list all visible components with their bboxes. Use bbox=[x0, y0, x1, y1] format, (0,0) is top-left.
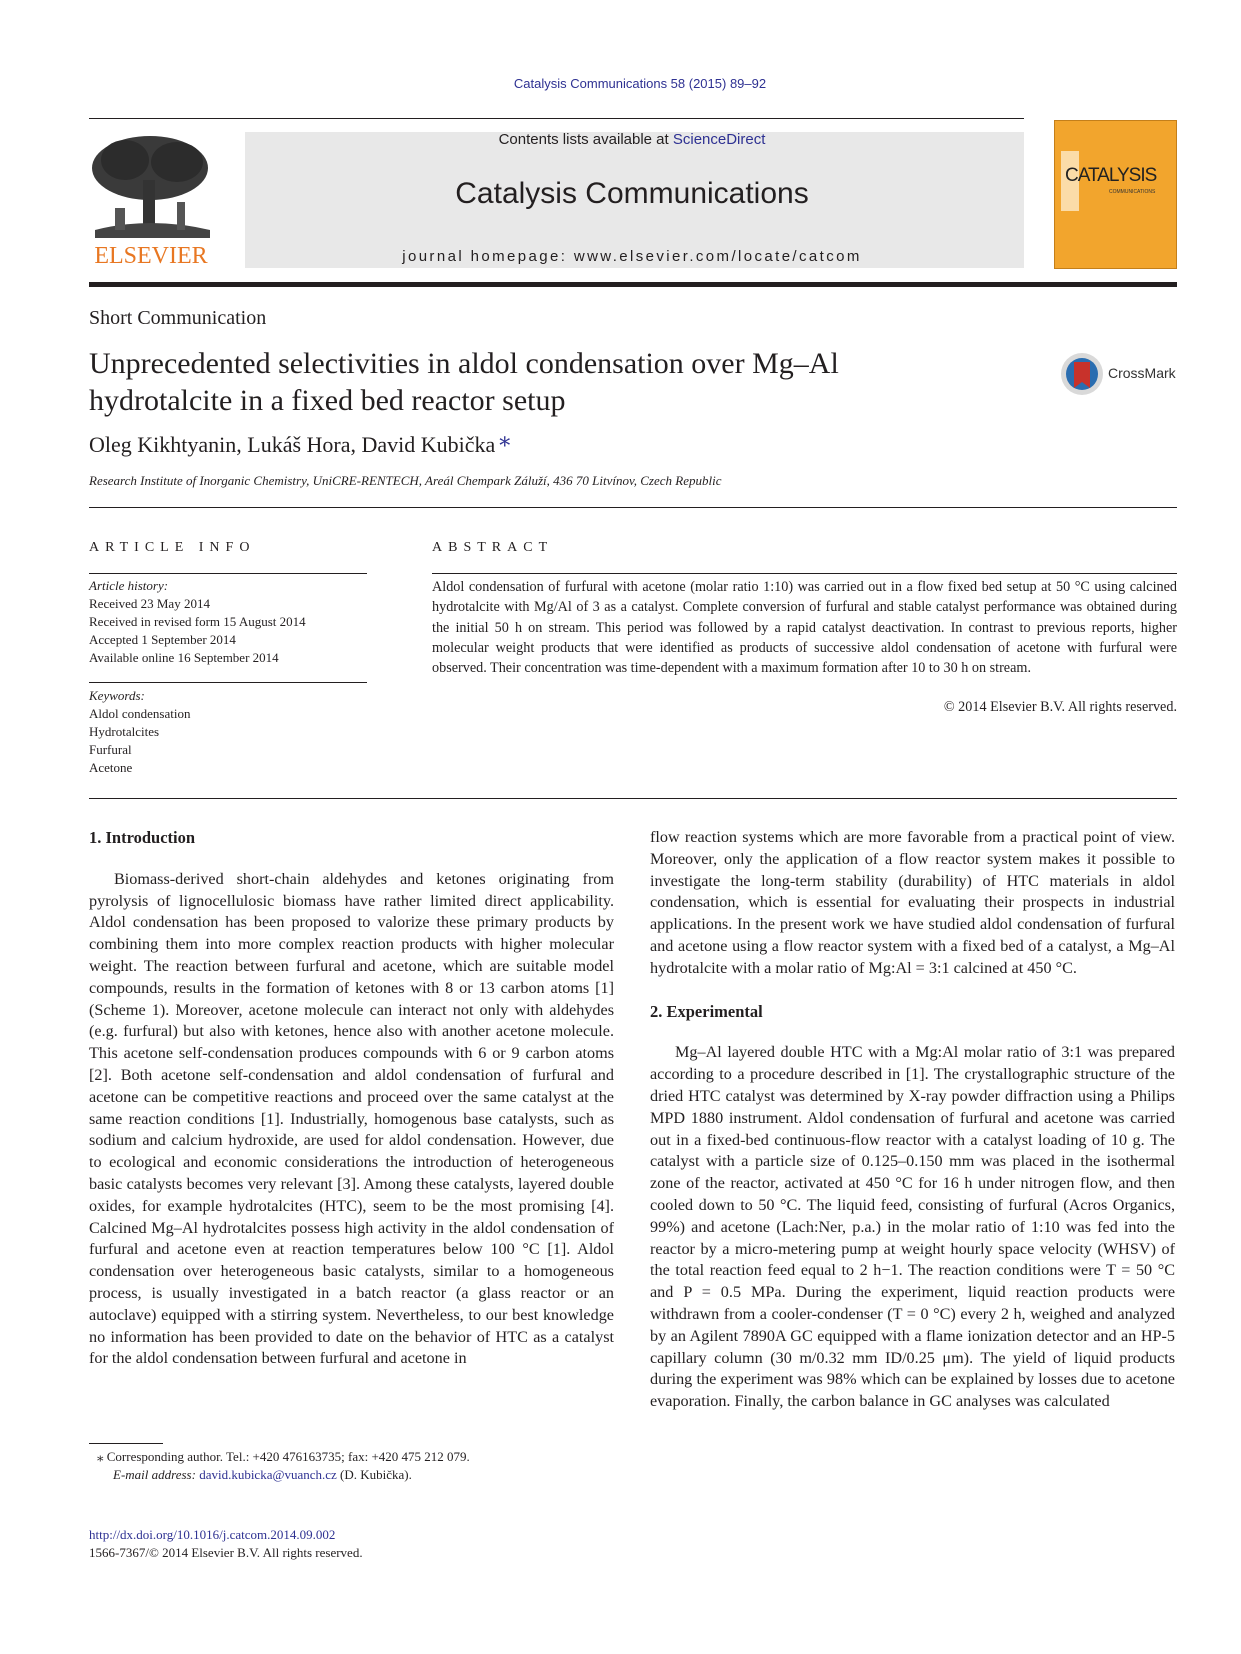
sciencedirect-link[interactable]: ScienceDirect bbox=[672, 131, 766, 148]
journal-citation-link[interactable]: Catalysis Communications 58 (2015) 89–92 bbox=[513, 76, 767, 91]
keywords bbox=[89, 687, 369, 777]
crossmark-icon bbox=[1060, 352, 1106, 398]
email-suffix: (D. Kubička). bbox=[340, 1467, 412, 1482]
history-label: Article history: bbox=[89, 578, 169, 593]
abstract-bottom-rule bbox=[89, 798, 1177, 799]
contents-prefix: Contents lists available at bbox=[498, 131, 673, 148]
keyword-item: Furfural bbox=[89, 742, 132, 757]
abstract-rule bbox=[432, 573, 1177, 574]
introduction-continuation: flow reaction systems which are more favorable from a practical point of view. Moreover, only the application of a flow reactor system makes it possible to investigate the long-term stability (durability) of HTC materials in aldol condensation, which is essential for evaluating their prospects in industrial applications. In the present work we have studied aldol condensation of furfural and acetone using a flow reactor system with a fixed bed of a catalyst, a Mg–Al hydrotalcite with a molar ratio of Mg:Al = 3:1 calcined at 450 °C. bbox=[650, 828, 1175, 977]
keyword-item: Hydrotalcites bbox=[89, 724, 160, 739]
keywords-label: Keywords: bbox=[89, 688, 145, 703]
article-title: Unprecedented selectivities in aldol condensation over Mg–Al hydrotalcite in a fixed bed reactor setup bbox=[89, 347, 839, 417]
doi-block bbox=[89, 1526, 363, 1562]
footnote-rule bbox=[89, 1443, 163, 1444]
masthead-rule-bottom bbox=[89, 282, 1177, 287]
author-list bbox=[89, 426, 511, 458]
article-history bbox=[89, 577, 369, 667]
elsevier-wordmark: ELSEVIER bbox=[94, 243, 208, 269]
corresponding-author-mark[interactable]: ⁎ bbox=[499, 426, 511, 451]
email-label: E-mail address: bbox=[113, 1467, 196, 1482]
history-item: Available online 16 September 2014 bbox=[89, 650, 279, 665]
corresponding-author-footnote bbox=[89, 1448, 614, 1484]
article-type: Short Communication bbox=[89, 307, 267, 329]
issn-line: 1566-7367/© 2014 Elsevier B.V. All rights reserved. bbox=[89, 1545, 363, 1560]
history-item: Received 23 May 2014 bbox=[89, 596, 210, 611]
info-rule bbox=[89, 573, 367, 574]
crossmark-label: CrossMark bbox=[1108, 365, 1176, 381]
abstract-copyright: © 2014 Elsevier B.V. All rights reserved. bbox=[943, 699, 1177, 715]
masthead-rule-top bbox=[89, 118, 1024, 119]
introduction-paragraph: Biomass-derived short-chain aldehydes and ketones originating from pyrolysis of lignocellulosic biomass have rather limited direct applicability. Aldol condensation has been proposed to valorize these primary products by combining them into more complex reaction products with higher molecular weight. The reaction between furfural and acetone, which are suitable model compounds, results in the formation of ketones with 8 or 13 carbon atoms [1] (Scheme 1). Moreover, acetone molecule can interact not only with aldehydes (e.g. furfural) but also with ketones, hence also with another acetone molecule. This acetone self-condensation produces compounds with 6 or 9 carbon atoms [2]. Both acetone self-condensation and aldol condensation of furfural and acetone can be competitive reactions and proceed over the same catalyst at the same reaction conditions [1]. Industrially, homogenous base catalysts, such as sodium and calcium hydroxide, are used for aldol condensation. However, due to ecological and economic considerations the introduction of heterogeneous basic catalysts becomes very relevant [3]. Among these catalysts, layered double oxides, for example hydrotalcites (HTC), seem to be the most promising [4]. Calcined Mg–Al hydrotalcites possess high activity in the aldol condensation of furfural and acetone even at reaction temperatures below 100 °C [1]. Aldol condensation over heterogeneous basic catalysts, similar to a homogeneous process, is usually investigated in a batch reactor (a glass reactor or an autoclave) equipped with a stirring system. Nevertheless, to our best knowledge no information has been provided to date on the behavior of HTC as a catalyst for the aldol condensation between furfural and acetone in bbox=[89, 869, 614, 1368]
journal-title: Catalysis Communications bbox=[455, 177, 809, 210]
section-heading-experimental: 2. Experimental bbox=[650, 1001, 763, 1021]
section-heading-introduction: 1. Introduction bbox=[89, 828, 196, 847]
info-rule bbox=[89, 682, 367, 683]
abstract-text: Aldol condensation of furfural with acetone (molar ratio 1:10) was carried out in a flow fixed bed setup at 50 °C using calcined hydrotalcite with Mg/Al of 3 as a catalyst. Complete conversion of furfural and stable catalyst performance was obtained during the initial 50 h on stream. This period was followed by a rapid catalyst deactivation. In contrast to previous reports, higher molecular weight products that were identified as products of successive aldol condensation of acetone with furfural were observed. Their concentration was time-dependent with a maximum formation after 10 to 30 h on stream. bbox=[432, 579, 1177, 677]
keyword-item: Acetone bbox=[89, 760, 133, 775]
cover-subtitle: COMMUNICATIONS bbox=[1109, 189, 1156, 195]
header-rule bbox=[89, 507, 1177, 508]
author-names: Oleg Kikhtyanin, Lukáš Hora, David Kubička bbox=[89, 432, 496, 457]
footnote-mark: ⁎ bbox=[97, 1449, 104, 1464]
abstract-heading: ABSTRACT bbox=[432, 540, 554, 555]
footnote-contact: Corresponding author. Tel.: +420 476163735; fax: +420 475 212 079. bbox=[106, 1449, 470, 1464]
body-column-right bbox=[650, 827, 1175, 1413]
doi-link[interactable]: http://dx.doi.org/10.1016/j.catcom.2014.09.002 bbox=[89, 1527, 336, 1542]
history-item: Accepted 1 September 2014 bbox=[89, 632, 236, 647]
journal-cover-thumbnail[interactable] bbox=[1054, 120, 1177, 269]
history-item: Received in revised form 15 August 2014 bbox=[89, 614, 306, 629]
keyword-item: Aldol condensation bbox=[89, 706, 191, 721]
experimental-paragraph: Mg–Al layered double HTC with a Mg:Al molar ratio of 3:1 was prepared according to a procedure described in [1]. The crystallographic structure of the dried HTC catalyst was determined by X-ray powder diffraction using a Philips MPD 1880 instrument. Aldol condensation of furfural and acetone was carried out in a fixed-bed continuous-flow reactor with a catalyst loading of 10 g. The catalyst with a particle size of 0.125–0.150 mm was placed in the isothermal zone of the reactor, activated at 450 °C for 16 h under nitrogen flow, and then cooled down to 50 °C. The liquid feed, consisting of furfural (Acros Organics, 99%) and acetone (Lach:Ner, p.a.) in the molar ratio of 1:10 was fed into the reactor by a micro-metering pump at weight hourly space velocity (WHSV) of the total reaction feed equal to 2 h−1. The reaction conditions were T = 50 °C and P = 0.5 MPa. During the experiment, liquid reaction products were withdrawn from a cooler-condenser (T = 0 °C) every 2 h, weighed and analyzed by an Agilent 7890A GC equipped with a flame ionization detector and an HP-5 capillary column (30 m/0.32 mm ID/0.25 μm). The yield of liquid products during the experiment was 98% which can be explained by losses due to acetone evaporation. Finally, the carbon balance in GC analyses was calculated bbox=[650, 1043, 1175, 1411]
cover-title: CATALYSIS bbox=[1065, 165, 1157, 186]
author-affiliation: Research Institute of Inorganic Chemistry, UniCRE-RENTECH, Areál Chempark Záluží, 436 70 Litvínov, Czech Republic bbox=[89, 473, 722, 488]
body-column-left bbox=[89, 827, 614, 1370]
author-email-link[interactable]: david.kubicka@vuanch.cz bbox=[199, 1467, 337, 1482]
journal-homepage[interactable]: journal homepage: www.elsevier.com/locate/catcom bbox=[402, 248, 862, 265]
article-info-heading: ARTICLE INFO bbox=[89, 540, 256, 555]
